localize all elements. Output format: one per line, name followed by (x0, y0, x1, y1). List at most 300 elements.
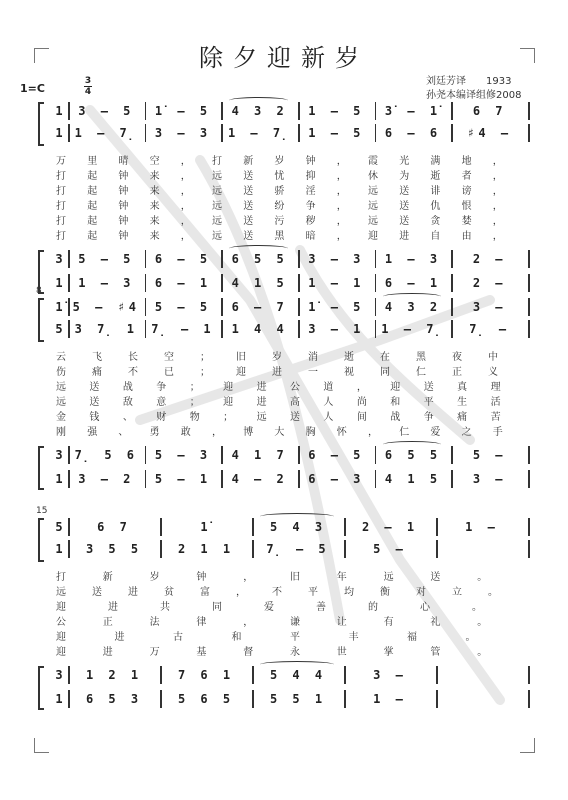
measure-notes: ♯4 – (467, 126, 513, 140)
lyric-char: 掌 (383, 647, 394, 658)
barline (451, 298, 453, 316)
barline (145, 298, 147, 316)
barline (221, 320, 223, 338)
lyric-char: 谤 (461, 186, 472, 197)
lyric-char: 霞 (368, 156, 378, 167)
lyric-char: ； (189, 397, 200, 408)
lyric-char: 忧 (274, 171, 285, 182)
lyric-char: 里 (87, 156, 98, 167)
lyric-char: 远 (368, 216, 378, 227)
measure-number: 15 (36, 506, 48, 516)
lyric-char: 打 (212, 156, 222, 167)
lyric-char: 仁 (416, 367, 426, 378)
lyric-char: 怀 (336, 427, 347, 438)
voice-row (0, 104, 568, 122)
lyric-char: 博 (243, 427, 254, 438)
measure-notes: 3 – 1 (308, 322, 365, 336)
lyric-char: ； (200, 367, 210, 378)
lyric-char: 手 (492, 427, 503, 438)
lyric-line (0, 363, 568, 377)
measure-notes: 6 5 5 (384, 448, 442, 462)
barline (375, 274, 377, 292)
slur (229, 97, 288, 104)
measure-notes: 5 – ♯4 (72, 300, 140, 314)
lyric-char: 世 (336, 647, 347, 658)
measure-notes: 3 (55, 252, 63, 266)
lyric-char: 痛 (92, 367, 102, 378)
measure-notes: 7̣ – (469, 322, 511, 336)
lyric-line (0, 197, 568, 211)
lyric-char: 起 (87, 171, 98, 182)
barline (68, 250, 70, 268)
lyric-char: 仁 (399, 427, 410, 438)
barline (221, 102, 223, 120)
lyric-char: 迎 (236, 367, 246, 378)
lyric-char: 平 (423, 397, 434, 408)
lyric-char: 晴 (118, 156, 129, 167)
measure-notes: 2 1 1 (177, 542, 235, 556)
lyric-char: 由 (461, 231, 472, 242)
lyric-line (0, 378, 568, 392)
lyric-char: 进 (128, 587, 138, 598)
lyric-line (0, 348, 568, 362)
lyric-char: 打 (56, 231, 66, 242)
lyric-char: ， (492, 186, 503, 197)
lyric-line (0, 182, 568, 196)
lyric-char: 善 (316, 602, 326, 613)
lyric-char: ， (336, 216, 347, 227)
lyric-char: 骄 (274, 186, 285, 197)
lyric-line (0, 643, 568, 657)
barline (528, 102, 530, 120)
lyric-char: 律 (196, 617, 207, 628)
lyric-char: ， (492, 231, 503, 242)
lyric-char: 黑 (274, 231, 285, 242)
lyric-char: 勇 (149, 427, 160, 438)
lyric-char: 万 (149, 647, 160, 658)
lyric-char: 在 (380, 352, 390, 363)
measure-notes: 2 – (472, 276, 507, 290)
lyric-char: ； (200, 352, 210, 363)
barline (68, 446, 70, 464)
song-title: 除夕迎新岁 (199, 44, 369, 72)
lyric-char: 和 (231, 632, 242, 643)
measure-notes: 1 – 7̣ (227, 126, 292, 140)
barline (375, 470, 377, 488)
lyric-char: ， (180, 186, 191, 197)
lyric-char: 打 (56, 186, 66, 197)
lower-voice-row (0, 692, 568, 710)
measure-notes: 1̇ (55, 300, 63, 314)
lyric-char: 新 (102, 572, 113, 583)
measure-notes: 4 1 5 (231, 276, 288, 290)
measure-notes: 1 – 3 (384, 252, 442, 266)
barline (298, 470, 300, 488)
barline (252, 690, 254, 708)
lyric-line (0, 393, 568, 407)
lyric-char: 送 (243, 216, 254, 227)
lyric-char: 旧 (236, 352, 246, 363)
lyric-char: ， (180, 201, 191, 212)
lyric-char: 空 (149, 156, 160, 167)
editor-credit: 孙尧本编译组修2008 (426, 90, 522, 101)
lyric-char: 间 (356, 412, 367, 423)
lyric-char: 岁 (149, 572, 160, 583)
measure-notes: 5 – 3 (154, 448, 212, 462)
measure-notes: 5 – (472, 448, 507, 462)
barline (528, 274, 530, 292)
barline (528, 250, 530, 268)
lyric-char: ， (336, 156, 347, 167)
lyric-char: 迎 (390, 382, 401, 393)
barline (145, 102, 147, 120)
lyric-char: 活 (490, 397, 501, 408)
barline (298, 102, 300, 120)
lyric-char: 争 (156, 382, 167, 393)
lyric-char: 有 (383, 617, 394, 628)
lyric-char: 、 (118, 427, 129, 438)
measure-notes: 1 (55, 542, 63, 556)
corner-mark-bottom-left (34, 738, 49, 753)
measure-notes: 4 – 2 (231, 472, 288, 486)
barline (528, 690, 530, 708)
barline (528, 518, 530, 536)
lyric-char: 远 (212, 186, 222, 197)
measure-notes: 1 – 1 (308, 276, 365, 290)
lyric-char: 进 (108, 602, 118, 613)
barline (68, 320, 70, 338)
lyric-char: ， (368, 427, 378, 438)
lyric-line (0, 613, 568, 627)
lyric-char: 已 (164, 367, 174, 378)
barline (298, 320, 300, 338)
lyric-char: 正 (452, 367, 462, 378)
barline (68, 690, 70, 708)
barline (528, 666, 530, 684)
lyric-char: 敌 (122, 397, 133, 408)
lyric-char: 爱 (264, 602, 274, 613)
lyric-char: 仇 (430, 201, 441, 212)
lyric-line (0, 628, 568, 642)
lyric-char: 抑 (305, 171, 316, 182)
lyric-char: 法 (149, 617, 160, 628)
barline (375, 124, 377, 142)
barline (344, 690, 346, 708)
lyric-char: ， (212, 427, 222, 438)
measure-notes: 5 4 4 (269, 668, 327, 682)
voice-row (0, 300, 568, 318)
measure-notes: 2 – 1 (361, 520, 419, 534)
lyric-line (0, 227, 568, 241)
lyric-char: 送 (92, 587, 102, 598)
lyric-char: 长 (128, 352, 138, 363)
lyric-char: 钟 (118, 231, 129, 242)
lyric-char: 对 (416, 587, 426, 598)
lyric-char: 尚 (356, 397, 367, 408)
lyric-char: 爱 (430, 427, 441, 438)
lyric-char: 送 (399, 186, 410, 197)
lyric-char: 淫 (305, 186, 316, 197)
measure-notes: 7̣ – 5 (266, 542, 330, 556)
measure-notes: 5 – 5 (154, 300, 212, 314)
lyric-char: 送 (399, 216, 410, 227)
measure-notes: 1 (55, 104, 63, 118)
lyric-char: 打 (56, 572, 66, 583)
barline (160, 540, 162, 558)
measure-notes: 3 – (472, 472, 507, 486)
lyric-char: 均 (344, 587, 354, 598)
lyric-char: 光 (399, 156, 410, 167)
lyric-char: 消 (308, 352, 318, 363)
lyric-char: 来 (149, 216, 160, 227)
lyric-char: 进 (256, 397, 267, 408)
measure-notes: 6 7 (97, 520, 131, 534)
lyric-char: 高 (290, 397, 300, 408)
lyric-char: 云 (56, 352, 66, 363)
lyric-char: 远 (56, 397, 66, 408)
lyric-char: 夜 (452, 352, 462, 363)
lyric-char: 视 (344, 367, 354, 378)
measure-notes: 7̣ – 1 (151, 322, 215, 336)
lyric-char: 痛 (457, 412, 468, 423)
measure-notes: 2 – (472, 252, 507, 266)
lyric-char: 战 (122, 382, 133, 393)
measure-notes: 5 (55, 322, 63, 336)
measure-notes: 5 6 5 (177, 692, 235, 706)
corner-mark-bottom-right (520, 738, 535, 753)
barline (160, 666, 162, 684)
lyric-char: 。 (477, 647, 488, 658)
lyric-char: 远 (368, 186, 378, 197)
lyric-char: 进 (114, 632, 125, 643)
lyric-char: 恨 (461, 201, 472, 212)
measure-notes: 6 7 (472, 104, 507, 118)
measure-notes: 1 – 5 (308, 126, 365, 140)
lyric-char: 自 (430, 231, 441, 242)
measure-notes: 1 – 5 (308, 104, 365, 118)
barline (160, 690, 162, 708)
barline (451, 250, 453, 268)
time-signature (84, 76, 92, 97)
lyric-char: 地 (461, 156, 472, 167)
lyric-char: 岁 (272, 352, 282, 363)
measure-notes: 7̣ 5 6 (74, 448, 138, 462)
lyric-char: 钟 (118, 216, 129, 227)
measure-notes: 6 – 5 (154, 252, 212, 266)
measure-notes: 1 (55, 126, 63, 140)
lyric-char: 迎 (223, 397, 234, 408)
barline (451, 446, 453, 464)
lyric-char: ， (180, 216, 191, 227)
lyric-char: 。 (488, 587, 498, 598)
lyric-char: ， (236, 587, 246, 598)
measure-notes: 3 (55, 668, 63, 682)
barline (145, 124, 147, 142)
lyric-char: 迎 (368, 231, 378, 242)
lyric-char: 远 (212, 216, 222, 227)
measure-notes: 1 – (373, 692, 407, 706)
lyric-char: 迎 (56, 602, 66, 613)
measure-notes: 4 3 2 (384, 300, 442, 314)
lyric-char: 生 (457, 397, 468, 408)
slur (260, 513, 334, 520)
measure-notes: 5 – 1 (154, 472, 212, 486)
lyric-char: 中 (488, 352, 498, 363)
barline (298, 250, 300, 268)
lyric-line (0, 423, 568, 437)
lyric-char: ， (492, 156, 503, 167)
lyric-char: 苦 (490, 412, 501, 423)
barline (528, 446, 530, 464)
lyric-char: 来 (149, 231, 160, 242)
barline (221, 124, 223, 142)
lyric-char: 战 (390, 412, 401, 423)
measure-notes: 7 6 1 (177, 668, 235, 682)
barline (375, 298, 377, 316)
barline (160, 518, 162, 536)
lyric-char: 平 (308, 587, 318, 598)
lyric-char: 正 (102, 617, 113, 628)
lyric-char: 送 (430, 572, 441, 583)
measure-notes: 1 – (465, 520, 499, 534)
barline (344, 518, 346, 536)
lyric-char: 旧 (290, 572, 300, 583)
barline (375, 446, 377, 464)
barline (221, 274, 223, 292)
measure-notes: 6 – 1 (154, 276, 212, 290)
lyric-char: 之 (461, 427, 472, 438)
barline (344, 540, 346, 558)
lyric-char: 丰 (348, 632, 359, 643)
lyric-char: 新 (243, 156, 254, 167)
barline (221, 470, 223, 488)
lyric-char: 为 (399, 171, 410, 182)
measure-notes: 1 (55, 692, 63, 706)
measure-notes: 6 – 7 (231, 300, 288, 314)
lyric-char: 。 (477, 572, 488, 583)
time-signature-bottom: 4 (84, 87, 92, 97)
lyric-char: 污 (274, 216, 285, 227)
lyric-char: 暗 (305, 231, 316, 242)
barline (436, 690, 438, 708)
barline (68, 518, 70, 536)
measure-notes: 6 – 5 (308, 448, 365, 462)
lyric-char: 来 (149, 171, 160, 182)
lyric-char: ， (336, 231, 347, 242)
barline (375, 102, 377, 120)
lyric-char: ， (336, 201, 347, 212)
lyric-char: 基 (196, 647, 207, 658)
measure-notes: 1̇ – 5 (308, 300, 365, 314)
lower-voice-row (0, 276, 568, 294)
lyric-char: 道 (323, 382, 334, 393)
lyric-char: 不 (272, 587, 282, 598)
measure-notes: 3 – (472, 300, 507, 314)
lower-voice-row (0, 472, 568, 490)
barline (436, 540, 438, 558)
lyric-char: ， (243, 617, 254, 628)
lyric-char: 打 (56, 171, 66, 182)
measure-notes: 5 – (373, 542, 407, 556)
lyric-char: 财 (156, 412, 167, 423)
lyric-char: 不 (128, 367, 138, 378)
barline (145, 320, 147, 338)
lyric-char: ， (180, 231, 191, 242)
lyric-char: 打 (56, 201, 66, 212)
lyric-char: 岁 (274, 156, 285, 167)
lyric-char: 公 (290, 382, 300, 393)
lyric-char: 打 (56, 216, 66, 227)
lyric-char: 敢 (180, 427, 191, 438)
lyric-char: 同 (380, 367, 390, 378)
lyric-char: 起 (87, 216, 98, 227)
measure-notes: 1 – 7̣ (381, 322, 445, 336)
measure-notes: 3 5 5 (85, 542, 143, 556)
barline (68, 540, 70, 558)
slur (383, 441, 442, 448)
lyric-char: 谦 (290, 617, 300, 628)
lyric-char: 来 (149, 201, 160, 212)
lyric-char: 送 (243, 186, 254, 197)
measure-notes: 1 – 3 (78, 276, 135, 290)
barline (375, 250, 377, 268)
lyric-char: 心 (420, 602, 430, 613)
lyric-char: 管 (430, 647, 441, 658)
measure-notes: 3 – 3 (154, 126, 212, 140)
barline (68, 298, 70, 316)
lyric-line (0, 212, 568, 226)
measure-notes: 6 – 6 (384, 126, 442, 140)
measure-notes: 1 (55, 472, 63, 486)
lyric-char: 诽 (430, 186, 441, 197)
measure-notes: 4 1 7 (231, 448, 288, 462)
lyric-char: 钟 (118, 201, 129, 212)
lyric-char: 来 (149, 186, 160, 197)
measure-notes: 1 2 1 (85, 668, 143, 682)
barline (68, 666, 70, 684)
barline (68, 124, 70, 142)
lyric-char: 迎 (56, 632, 66, 643)
barline (528, 470, 530, 488)
barline (252, 518, 254, 536)
lyric-char: 福 (407, 632, 417, 643)
lyric-char: 胸 (305, 427, 316, 438)
lyric-char: ， (336, 186, 347, 197)
lyric-char: 远 (383, 572, 394, 583)
lyric-char: 起 (87, 231, 98, 242)
lyric-char: 古 (173, 632, 183, 643)
lyric-char: 远 (212, 201, 222, 212)
barline (68, 470, 70, 488)
measure-notes: 1 – 7̣ (74, 126, 138, 140)
lyric-char: 纷 (274, 201, 285, 212)
lyric-char: 远 (212, 231, 222, 242)
measure-notes: 1̇ (200, 520, 212, 534)
lyric-line (0, 568, 568, 582)
lyric-char: 强 (87, 427, 98, 438)
measure-notes: 1 4 4 (231, 322, 288, 336)
measure-notes: 3 – 2 (78, 472, 135, 486)
lyric-char: 共 (160, 602, 170, 613)
lower-voice-row (0, 448, 568, 466)
lyric-char: 让 (336, 617, 347, 628)
lyric-char: ， (492, 171, 503, 182)
measure-notes: 1 (55, 276, 63, 290)
measure-notes: 1̇ – 5 (154, 104, 212, 118)
barline (145, 250, 147, 268)
measure-notes: 6 5 3 (85, 692, 143, 706)
lyric-char: 。 (472, 602, 482, 613)
